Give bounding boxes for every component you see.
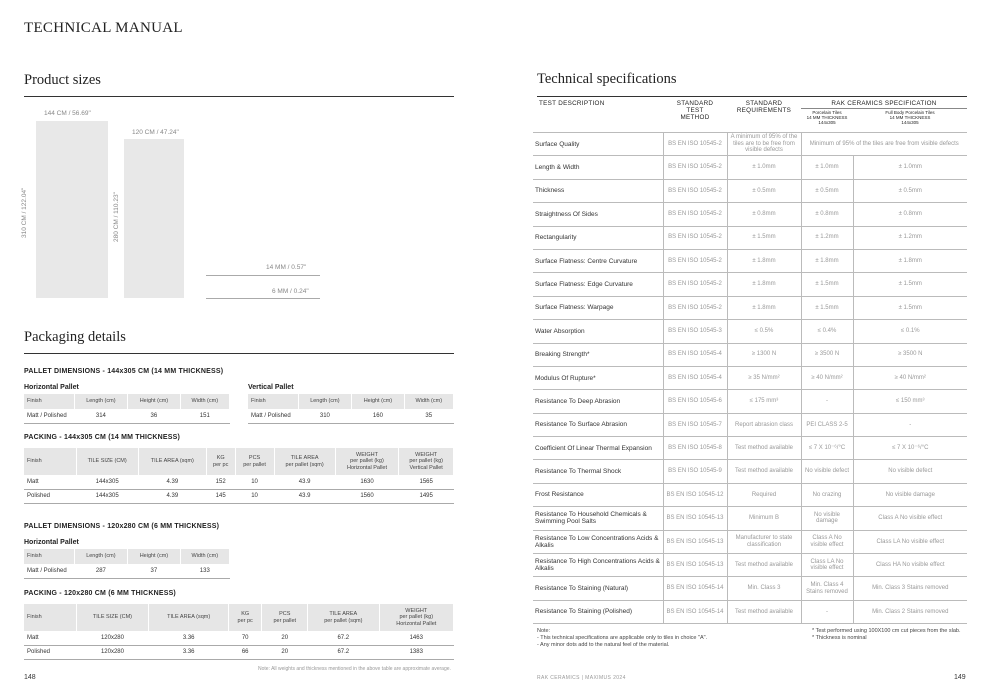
thickness-6-line bbox=[206, 298, 320, 299]
manual-title: TECHNICAL MANUAL bbox=[24, 20, 183, 36]
spec-cell: No visible damage bbox=[801, 507, 853, 530]
spec-cell: ≤ 150 mm³ bbox=[853, 390, 967, 413]
spec-cell: ± 1.5mm bbox=[801, 296, 853, 319]
spec-cell: Test method available bbox=[727, 554, 801, 577]
spec-cell: Manufacturer to state classification bbox=[727, 530, 801, 553]
spec-cell: Required bbox=[727, 483, 801, 506]
spec-row bbox=[533, 600, 967, 623]
dim-144-label: 144 CM / 56.69" bbox=[44, 110, 91, 117]
spec-cell: No visible defect bbox=[801, 460, 853, 483]
spec-cell: ± 0.5mm bbox=[727, 179, 801, 202]
spec-cell: BS EN ISO 10545-2 bbox=[663, 296, 727, 319]
spec-cell: BS EN ISO 10545-4 bbox=[663, 366, 727, 389]
spec-cell: ± 1.0mm bbox=[727, 156, 801, 179]
spec-test-name: Straightness Of Sides bbox=[533, 203, 663, 226]
page-number-left: 148 bbox=[24, 674, 36, 681]
spec-cell: Class A No visible effect bbox=[853, 507, 967, 530]
tile-144x310 bbox=[36, 121, 108, 298]
table-row: Polished 120x280 3.36 66 20 67.2 1383 bbox=[24, 645, 454, 659]
spec-cell: No visible damage bbox=[853, 483, 967, 506]
spec-cell: BS EN ISO 10545-14 bbox=[663, 600, 727, 623]
spec-cell: ± 1.0mm bbox=[801, 156, 853, 179]
spec-cell: ≥ 1300 N bbox=[727, 343, 801, 366]
spec-cell: Minimum B bbox=[727, 507, 801, 530]
spec-test-name: Resistance To Thermal Shock bbox=[533, 460, 663, 483]
spec-test-name: Surface Quality bbox=[533, 133, 663, 156]
dim-120-label: 120 CM / 47.24" bbox=[132, 129, 179, 136]
spec-test-name: Surface Flatness: Centre Curvature bbox=[533, 249, 663, 272]
spec-cell: BS EN ISO 10545-2 bbox=[663, 179, 727, 202]
spec-row bbox=[533, 203, 967, 226]
spec-cell: BS EN ISO 10545-2 bbox=[663, 133, 727, 156]
spec-cell: - bbox=[853, 413, 967, 436]
spec-row bbox=[533, 179, 967, 202]
spec-cell: ± 1.8mm bbox=[727, 296, 801, 319]
h-pallet1-table: Finish Length (cm) Height (cm) Width (cm) Matt / Polished 314 36 151 bbox=[24, 394, 230, 424]
packaging-heading: Packaging details bbox=[24, 329, 126, 345]
spec-cell: ≤ 175 mm³ bbox=[727, 390, 801, 413]
thickness-14-label: 14 MM / 0.57" bbox=[266, 264, 307, 271]
spec-cell: Test method available bbox=[727, 600, 801, 623]
spec-cell: ≥ 3500 N bbox=[853, 343, 967, 366]
spec-cell: Min. Class 2 Stains removed bbox=[853, 600, 967, 623]
spec-cell: ± 1.5mm bbox=[801, 273, 853, 296]
spec-cell: Min. Class 3 Stains removed bbox=[853, 577, 967, 600]
spec-cell: ≥ 3500 N bbox=[801, 343, 853, 366]
spec-cell: ± 1.5mm bbox=[853, 296, 967, 319]
pallet1-title: PALLET DIMENSIONS - 144x305 CM (14 MM THICKNESS) bbox=[24, 368, 224, 375]
packing2-title: PACKING - 120x280 CM (6 MM THICKNESS) bbox=[24, 590, 176, 597]
spec-test-name: Resistance To Surface Abrasion bbox=[533, 413, 663, 436]
spec-cell: Class A No visible effect bbox=[801, 530, 853, 553]
spec-cell: BS EN ISO 10545-2 bbox=[663, 273, 727, 296]
spec-cell: BS EN ISO 10545-13 bbox=[663, 507, 727, 530]
spec-cell: BS EN ISO 10545-2 bbox=[663, 156, 727, 179]
spec-cell: Test method available bbox=[727, 460, 801, 483]
spec-test-name: Thickness bbox=[533, 179, 663, 202]
spec-row bbox=[533, 296, 967, 319]
spec-cell: ± 1.5mm bbox=[853, 273, 967, 296]
tile-120x280 bbox=[124, 139, 184, 298]
spec-cell: BS EN ISO 10545-3 bbox=[663, 320, 727, 343]
spec-row bbox=[533, 530, 967, 553]
table-row: Matt 144x305 4.39 152 10 43.9 1630 1565 bbox=[24, 475, 454, 489]
spec-cell: BS EN ISO 10545-2 bbox=[663, 226, 727, 249]
spec-row bbox=[533, 366, 967, 389]
spec-row bbox=[533, 460, 967, 483]
spec-cell: ≥ 40 N/mm² bbox=[801, 366, 853, 389]
h-pallet2-table: Finish Length (cm) Height (cm) Width (cm) Matt / Polished 287 37 133 bbox=[24, 549, 230, 579]
tech-specs-heading: Technical specifications bbox=[537, 71, 677, 87]
thickness-6-label: 6 MM / 0.24" bbox=[272, 288, 309, 295]
spec-test-name: Modulus Of Rupture* bbox=[533, 366, 663, 389]
spec-cell: ≥ 35 N/mm² bbox=[727, 366, 801, 389]
spec-test-name: Resistance To Staining (Polished) bbox=[533, 600, 663, 623]
product-sizes-heading: Product sizes bbox=[24, 72, 101, 88]
spec-note-right: * Test performed using 100X100 cm cut pieces from the slab. * Thickness is nominal bbox=[812, 628, 961, 641]
spec-test-name: Water Absorption bbox=[533, 320, 663, 343]
packing2-table: Finish TILE SIZE (CM) TILE AREA (sqm) KG per pc PCS per pallet TILE AREA per pallet (sqm) WEIGHT per pallet (kg) Horizontal Pallet Matt 120x280 3.36 70 20 67.2 1463 Polished 120x280 3.36 66 20 67.2 1383 bbox=[24, 604, 454, 660]
spec-row bbox=[533, 133, 967, 156]
spec-cell: BS EN ISO 10545-2 bbox=[663, 203, 727, 226]
spec-cell: ± 0.8mm bbox=[801, 203, 853, 226]
spec-cell: ± 1.2mm bbox=[801, 226, 853, 249]
spec-cell: ± 0.8mm bbox=[727, 203, 801, 226]
spec-row bbox=[533, 554, 967, 577]
spec-cell: - bbox=[801, 390, 853, 413]
spec-row bbox=[533, 156, 967, 179]
brand-footer: RAK CERAMICS | MAXIMUS 2024 bbox=[537, 675, 626, 681]
spec-cell: Test method available bbox=[727, 437, 801, 460]
spec-row bbox=[533, 273, 967, 296]
spec-row bbox=[533, 249, 967, 272]
spec-cell: ± 1.8mm bbox=[727, 273, 801, 296]
spec-cell: ≤ 7 X 10⁻⁶/°C bbox=[801, 437, 853, 460]
spec-cell: ± 0.5mm bbox=[853, 179, 967, 202]
dim-310-label: 310 CM / 122.04" bbox=[21, 187, 28, 238]
v-pallet1-label: Vertical Pallet bbox=[248, 384, 294, 391]
spec-row bbox=[533, 437, 967, 460]
spec-cell: BS EN ISO 10545-13 bbox=[663, 554, 727, 577]
spec-row bbox=[533, 483, 967, 506]
spec-cell: Class HA No visible effect bbox=[853, 554, 967, 577]
spec-cell: BS EN ISO 10545-7 bbox=[663, 413, 727, 436]
spec-cell: ± 0.8mm bbox=[853, 203, 967, 226]
spec-cell: ± 1.8mm bbox=[727, 249, 801, 272]
spec-cell: ± 1.5mm bbox=[727, 226, 801, 249]
spec-test-name: Resistance To Deep Abrasion bbox=[533, 390, 663, 413]
spec-cell: ≤ 0.4% bbox=[801, 320, 853, 343]
page-number-right: 149 bbox=[954, 674, 966, 681]
spec-table bbox=[533, 132, 967, 624]
spec-test-name: Surface Flatness: Warpage bbox=[533, 296, 663, 319]
v-pallet1-table: Finish Length (cm) Height (cm) Width (cm) Matt / Polished 310 160 35 bbox=[248, 394, 454, 424]
spec-cell: ≤ 0.5% bbox=[727, 320, 801, 343]
spec-cell: ± 1.8mm bbox=[801, 249, 853, 272]
spec-cell: ≤ 0.1% bbox=[853, 320, 967, 343]
spec-test-name: Length & Width bbox=[533, 156, 663, 179]
table-row: Matt 120x280 3.36 70 20 67.2 1463 bbox=[24, 631, 454, 645]
spec-cell: A minimum of 95% of the tiles are to be free from visible defects bbox=[727, 133, 801, 156]
spec-cell: ≤ 7 X 10⁻⁶/°C bbox=[853, 437, 967, 460]
spec-cell: BS EN ISO 10545-4 bbox=[663, 343, 727, 366]
spec-row bbox=[533, 577, 967, 600]
spec-row bbox=[533, 320, 967, 343]
spec-row bbox=[533, 226, 967, 249]
spec-cell: Class LA No visible effect bbox=[801, 554, 853, 577]
spec-cell: BS EN ISO 10545-9 bbox=[663, 460, 727, 483]
divider bbox=[24, 96, 454, 97]
spec-cell: No visible defect bbox=[853, 460, 967, 483]
divider bbox=[537, 96, 967, 97]
spec-test-name: Surface Flatness: Edge Curvature bbox=[533, 273, 663, 296]
h-pallet2-label: Horizontal Pallet bbox=[24, 539, 79, 546]
spec-test-name: Resistance To High Concentrations Acids & Alkalis bbox=[533, 554, 663, 577]
spec-row bbox=[533, 413, 967, 436]
spec-test-name: Resistance To Household Chemicals & Swimming Pool Salts bbox=[533, 507, 663, 530]
thickness-14-line bbox=[206, 275, 320, 276]
spec-cell: BS EN ISO 10545-14 bbox=[663, 577, 727, 600]
spec-cell: - bbox=[801, 600, 853, 623]
spec-test-name: Rectangularity bbox=[533, 226, 663, 249]
spec-row bbox=[533, 507, 967, 530]
spec-test-name: Resistance To Low Concentrations Acids & Alkalis bbox=[533, 530, 663, 553]
spec-cell: ± 0.5mm bbox=[801, 179, 853, 202]
spec-test-name: Coefficient Of Linear Thermal Expansion bbox=[533, 437, 663, 460]
spec-cell: ± 1.2mm bbox=[853, 226, 967, 249]
h-pallet1-label: Horizontal Pallet bbox=[24, 384, 79, 391]
divider bbox=[24, 353, 454, 354]
dim-280-label: 280 CM / 110.23" bbox=[113, 192, 120, 242]
packaging-note: Note: All weights and thickness mentioned in the above table are approximate average. bbox=[258, 666, 451, 672]
spec-header: TEST DESCRIPTION STANDARD TEST METHOD STANDARD REQUIREMENTS RAK CERAMICS SPECIFICATION Porcelain Tiles 14 MM THICKNESS 144x305 Full Body Porcelain Tiles 14 MM THICKNESS 144x305 bbox=[537, 99, 967, 132]
table-row: Polished 144x305 4.39 145 10 43.9 1560 1495 bbox=[24, 489, 454, 503]
spec-cell: BS EN ISO 10545-6 bbox=[663, 390, 727, 413]
spec-cell: Min. Class 4 Stains removed bbox=[801, 577, 853, 600]
spec-row bbox=[533, 390, 967, 413]
spec-cell: Min. Class 3 bbox=[727, 577, 801, 600]
spec-cell: Class LA No visible effect bbox=[853, 530, 967, 553]
spec-cell: No crazing bbox=[801, 483, 853, 506]
spec-cell: ≥ 40 N/mm² bbox=[853, 366, 967, 389]
packing1-table: Finish TILE SIZE (CM) TILE AREA (sqm) KG per pc PCS per pallet TILE AREA per pallet (sqm) WEIGHT per pallet (kg) Horizontal Pallet WEIGHT per pallet (kg) Vertical Pallet Matt 144x305 4.39 152 10 43.9 1630 1565 Polished 144x305 4.39 145 10 43.9 1560 1495 bbox=[24, 448, 454, 504]
spec-cell: ± 1.8mm bbox=[853, 249, 967, 272]
spec-test-name: Breaking Strength* bbox=[533, 343, 663, 366]
spec-cell: Report abrasion class bbox=[727, 413, 801, 436]
spec-cell: BS EN ISO 10545-8 bbox=[663, 437, 727, 460]
pallet2-title: PALLET DIMENSIONS - 120x280 CM (6 MM THICKNESS) bbox=[24, 523, 220, 530]
spec-test-name: Resistance To Staining (Natural) bbox=[533, 577, 663, 600]
spec-cell: BS EN ISO 10545-13 bbox=[663, 530, 727, 553]
spec-cell: ± 1.0mm bbox=[853, 156, 967, 179]
spec-cell: BS EN ISO 10545-12 bbox=[663, 483, 727, 506]
packing1-title: PACKING - 144x305 CM (14 MM THICKNESS) bbox=[24, 434, 181, 441]
spec-note-left: Note: - This technical specifications are applicable only to tiles in choice "A". - Any minor dots add to the natural feel of the material. bbox=[537, 628, 708, 648]
spec-row bbox=[533, 343, 967, 366]
spec-test-name: Frost Resistance bbox=[533, 483, 663, 506]
spec-cell: PEI CLASS 2-5 bbox=[801, 413, 853, 436]
spec-cell: Minimum of 95% of the tiles are free from visible defects bbox=[801, 133, 967, 156]
spec-cell: BS EN ISO 10545-2 bbox=[663, 249, 727, 272]
